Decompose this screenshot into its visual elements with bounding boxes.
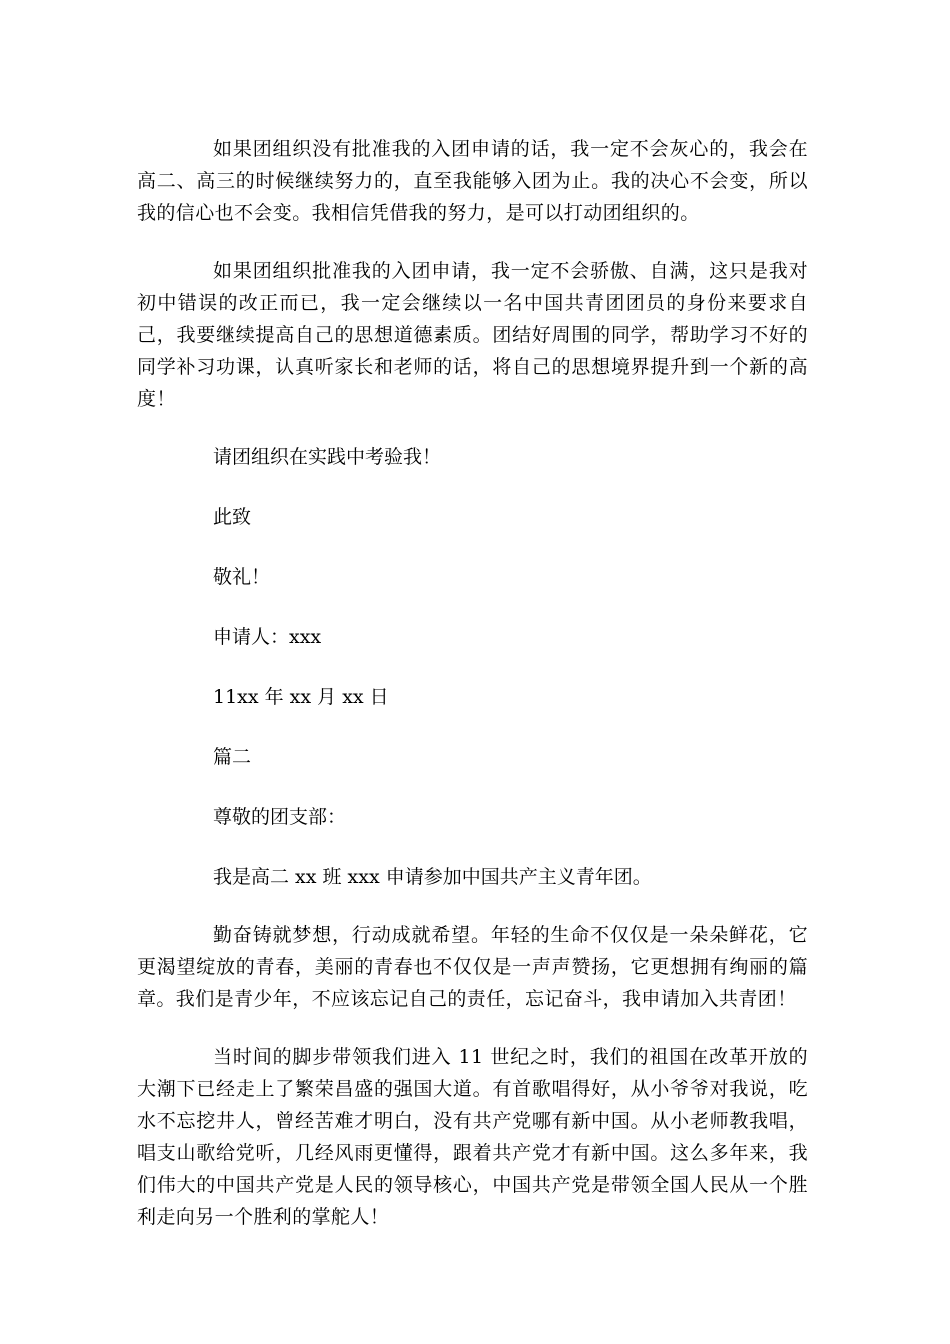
- line-applicant: 申请人：xxx: [213, 626, 322, 648]
- document-page: [137, 133, 808, 1233]
- line-date: 11xx 年 xx 月 xx 日: [213, 686, 389, 708]
- paragraph-no-approval: 如果团组织没有批准我的入团申请的话，我一定不会灰心的，我会在高二、高三的时候继续努力的，直至我能够入团为止。我的决心不会变，所以我的信心也不会变。我相信凭借我的努力，是可以打动团组织的。: [137, 138, 808, 224]
- section-heading-part-two: 篇二: [213, 746, 252, 768]
- paragraph-dream: 勤奋铸就梦想，行动成就希望。年轻的生命不仅仅是一朵朵鲜花，它更渴望绽放的青春，美丽的青春也不仅仅是一声声赞扬，它更想拥有绚丽的篇章。我们是青少年，不应该忘记自己的责任，忘记奋斗，我申请加入共青团！: [137, 924, 808, 1010]
- line-self-intro: 我是高二 xx 班 xxx 申请参加中国共产主义青年团。: [213, 866, 652, 888]
- paragraph-history: 当时间的脚步带领我们进入 11 世纪之时，我们的祖国在改革开放的大潮下已经走上了繁荣昌盛的强国大道。有首歌唱得好，从小爷爷对我说，吃水不忘挖井人，曾经苦难才明白，没有共产党哪有新中国。从小老师教我唱，唱支山歌给党听，几经风雨更懂得，跟着共产党才有新中国。这么多年来，我们伟大的中国共产党是人民的领导核心，中国共产党是带领全国人民从一个胜利走向另一个胜利的掌舵人！: [137, 1046, 808, 1228]
- line-salutation-jingli: 敬礼！: [213, 566, 271, 588]
- line-salutation-cizhi: 此致: [213, 506, 252, 528]
- paragraph-approval: 如果团组织批准我的入团申请，我一定不会骄傲、自满，这只是我对初中错误的改正而已，我一定会继续以一名中国共青团团员的身份来要求自己，我要继续提高自己的思想道德素质。团结好周围的同学，帮助学习不好的同学补习功课，认真听家长和老师的话，将自己的思想境界提升到一个新的高度！: [137, 260, 808, 410]
- line-greeting: 尊敬的团支部：: [213, 806, 347, 828]
- line-request-test: 请团组织在实践中考验我！: [213, 446, 442, 468]
